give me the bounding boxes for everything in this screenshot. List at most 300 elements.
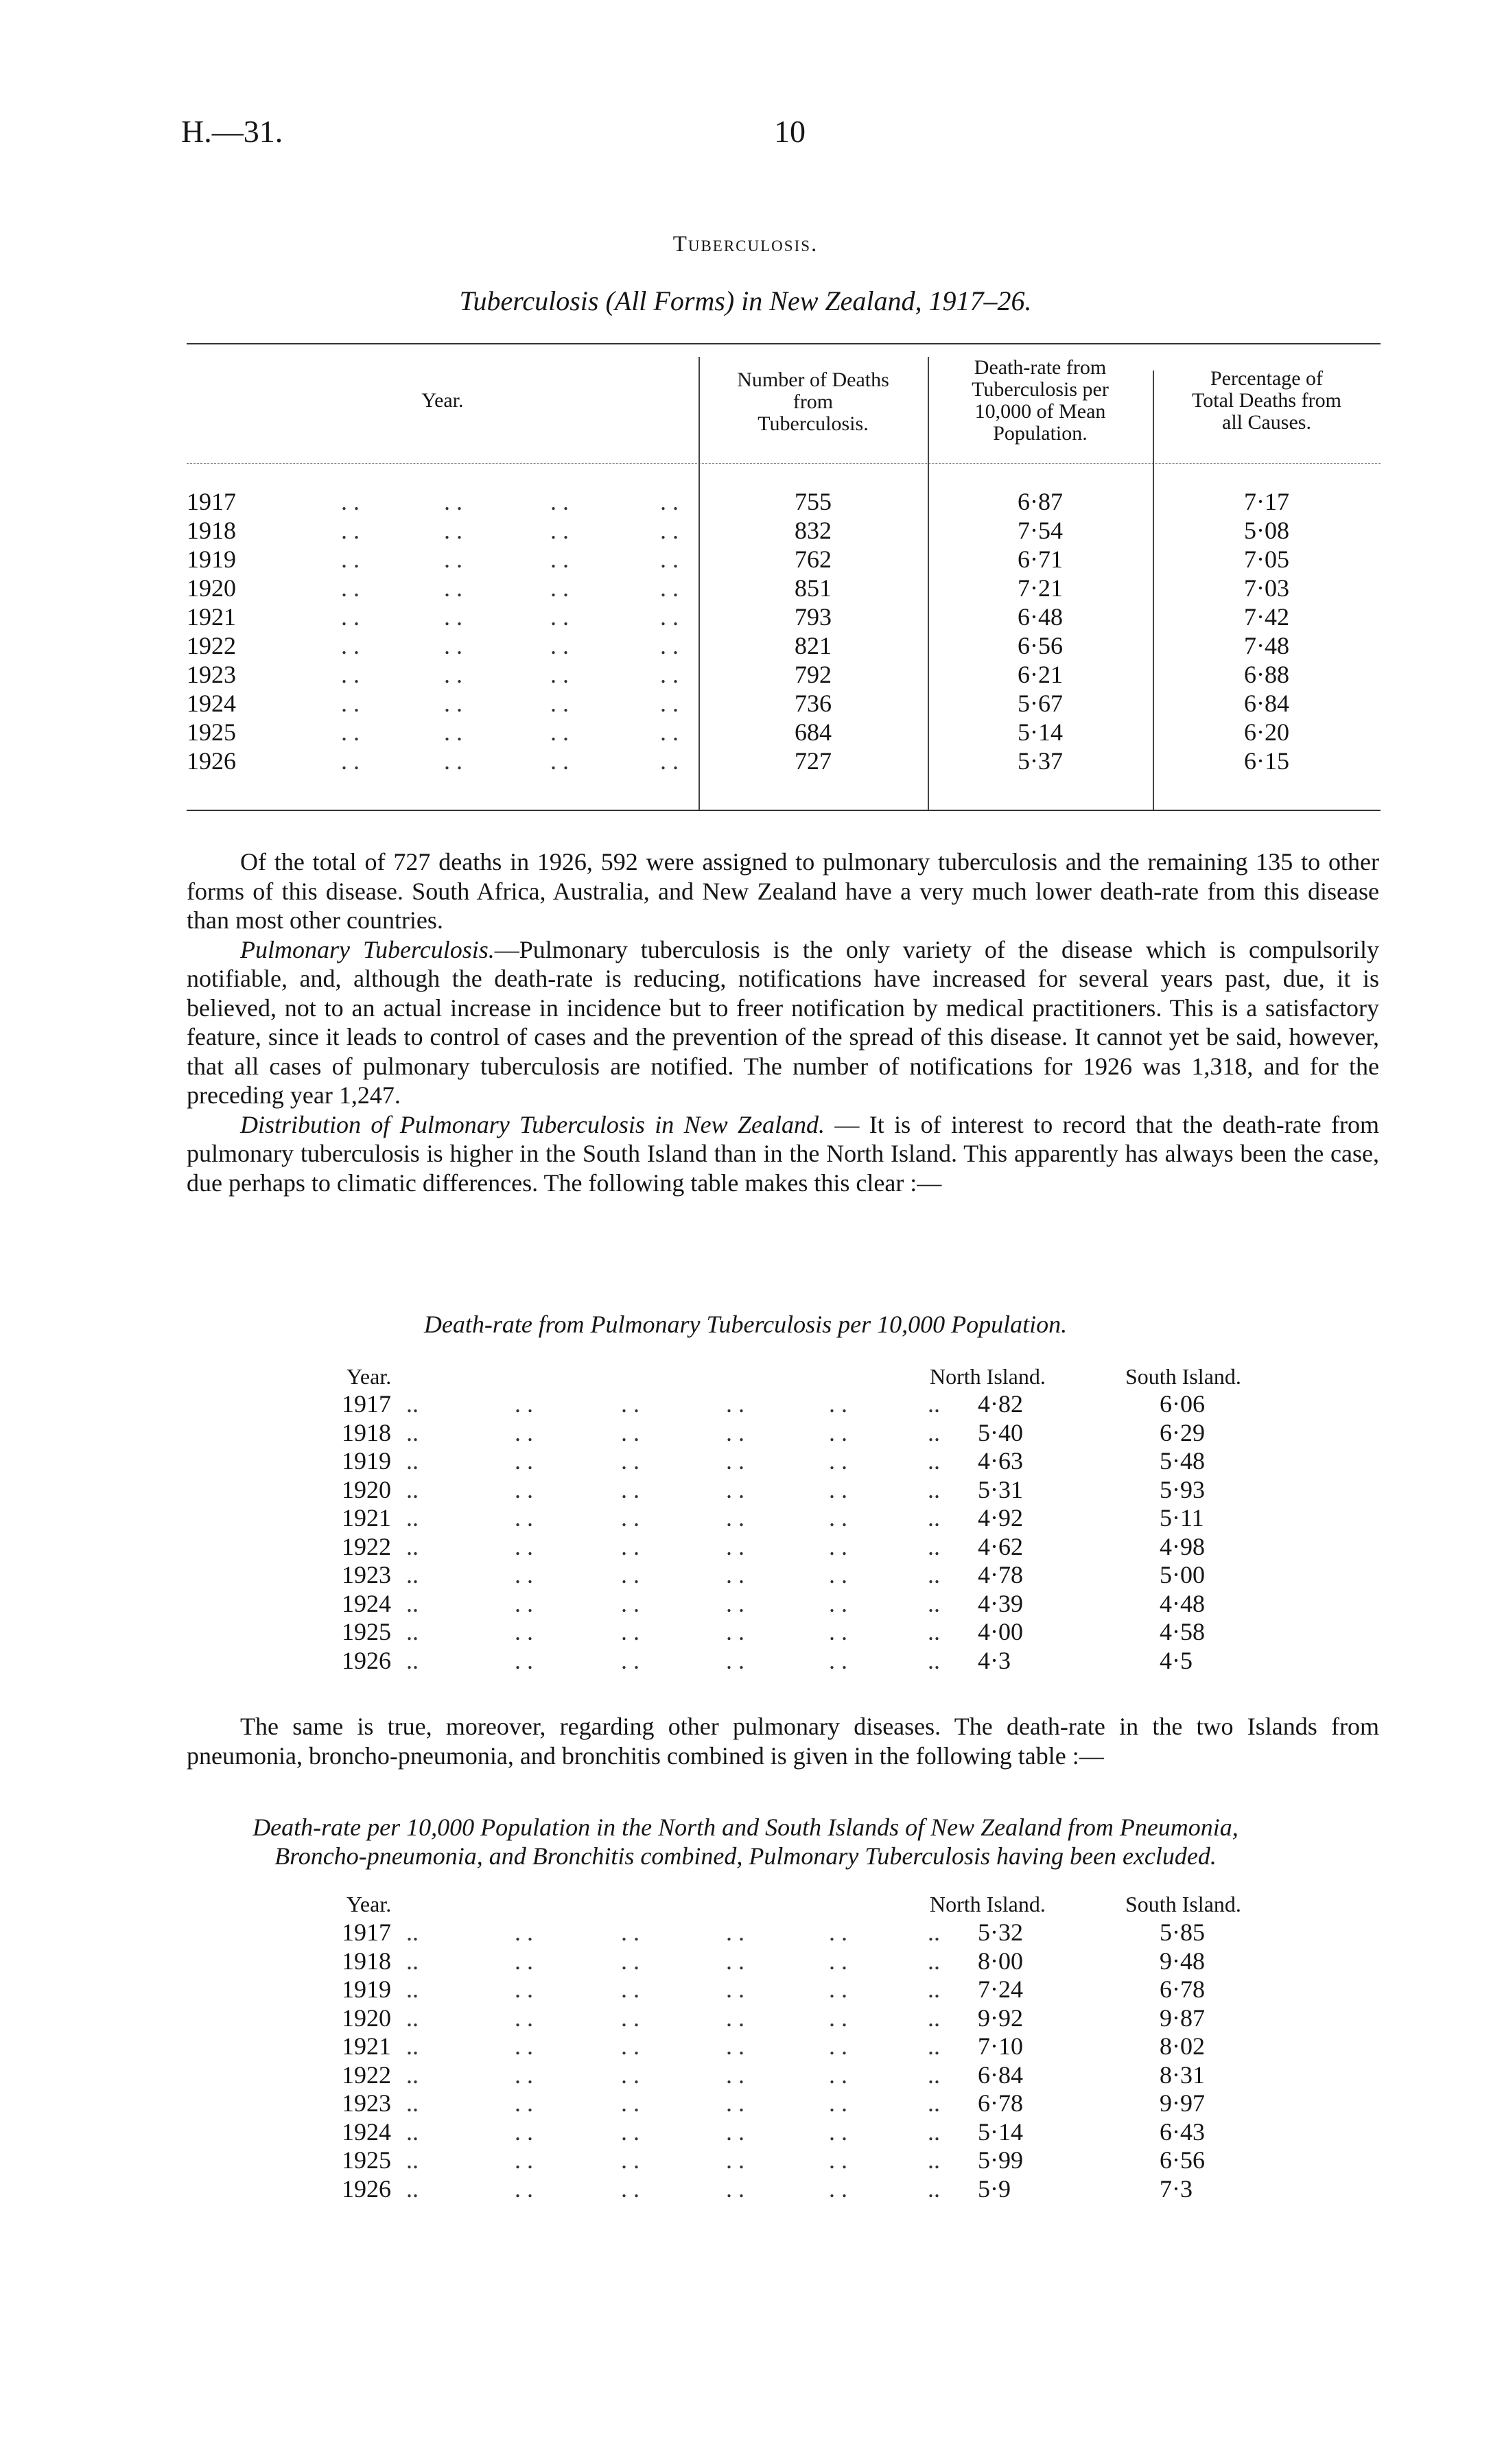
leader-dots: . . [829, 1589, 847, 1617]
paragraph-2-text: —Pulmonary tuberculosis is the only variety of the disease which is compulsorily notifiable, and, although the death-rate is reducing, notifications have increased for several years past, due, it is believed, not to an actual increase in incidence but to freer notification by medical practitioners. This is a satisfactory feature, since it leads to control of cases and the prevention of the spread of this disease. It cannot yet be said, however, that all cases of pulmonary tuberculosis are notified. The number of notifications for 1926 was 1,318, and for the preceding year 1,247. [187, 935, 1379, 1109]
header-deaths-line: Tuberculosis. [758, 412, 869, 435]
leader-dots: . . [829, 2004, 847, 2032]
leader-dots: . . [726, 1561, 744, 1588]
south-island-cell: 6·78 [1160, 1975, 1205, 2003]
leader-dots: . . [550, 747, 569, 775]
table3-title-line1: Death-rate per 10,000 Population in the North and South Islands of New Zealand from Pneumonia, [253, 1814, 1238, 1841]
south-island-cell: 5·48 [1160, 1447, 1205, 1475]
leader-dots: . . [829, 2117, 847, 2146]
leader-dots: . . [515, 2032, 533, 2060]
leader-dots: . . [829, 1561, 847, 1588]
leader-dots: . . [829, 1947, 847, 1975]
percent-cell: 6·15 [1244, 747, 1289, 775]
south-island-cell: 6·56 [1160, 2146, 1205, 2174]
leader-dots: . . [726, 1975, 744, 2003]
south-island-cell: 6·43 [1160, 2117, 1205, 2146]
leader-dots: . . [621, 1975, 639, 2003]
header-south-island: South Island. [1125, 1892, 1241, 1916]
paragraph-3-text: — It is of interest to record that the death-rate from pulmonary tuberculosis is higher in the South Island than in the North Island. This apparently has always been the case, due perhaps to climatic differences. The following table makes this clear :— [187, 1110, 1380, 1197]
percent-cell: 6·88 [1244, 661, 1289, 688]
header-north-island: North Island. [930, 1892, 1046, 1916]
header-percent-line: all Causes. [1222, 411, 1311, 434]
leader-dots: . . [726, 2061, 744, 2089]
leader-dots: . . [621, 1504, 639, 1532]
leader-dots: .. [928, 1919, 940, 1946]
north-island-cell: 5·40 [978, 1418, 1023, 1446]
north-island-cell: 4·39 [978, 1589, 1023, 1617]
leader-dots: . . [515, 2089, 533, 2117]
north-island-cell: 6·78 [978, 2089, 1023, 2117]
leader-dots: . . [829, 1646, 847, 1674]
header-rate-line: Tuberculosis per [972, 378, 1109, 401]
leader-dots: . . [660, 488, 679, 515]
leader-dots: . . [515, 2061, 533, 2089]
leader-dots: . . [829, 2089, 847, 2117]
deaths-cell: 851 [795, 574, 832, 602]
leader-dots: . . [829, 1418, 847, 1446]
year-cell: 1925 [342, 2146, 391, 2174]
leader-dots: . . [726, 2032, 744, 2060]
year-cell: 1923 [342, 1561, 391, 1588]
rate-cell: 6·71 [1018, 545, 1063, 573]
south-island-cell: 5·00 [1160, 1561, 1205, 1588]
leader-dots: . . [726, 1532, 744, 1560]
leader-dots: .. [406, 2061, 419, 2089]
leader-dots: .. [928, 1447, 940, 1475]
percent-cell: 5·08 [1244, 517, 1289, 544]
leader-dots: . . [621, 1589, 639, 1617]
leader-dots: .. [928, 1646, 940, 1674]
south-island-cell: 9·97 [1160, 2089, 1205, 2117]
leader-dots: . . [621, 1532, 639, 1560]
north-island-cell: 8·00 [978, 1947, 1023, 1975]
leader-dots: . . [829, 1447, 847, 1475]
leader-dots: .. [928, 1618, 940, 1645]
leader-dots: . . [515, 1504, 533, 1532]
leader-dots: . . [660, 517, 679, 544]
leader-dots: . . [515, 1975, 533, 2003]
leader-dots: .. [406, 1418, 419, 1446]
leader-dots: . . [515, 1646, 533, 1674]
leader-dots: . . [515, 1561, 533, 1588]
deaths-cell: 727 [795, 747, 832, 775]
rate-cell: 6·21 [1018, 661, 1063, 688]
leader-dots: .. [406, 1589, 419, 1617]
north-island-cell: 5·99 [978, 2146, 1023, 2174]
south-island-cell: 4·98 [1160, 1532, 1205, 1560]
north-island-cell: 4·92 [978, 1504, 1023, 1532]
leader-dots: . . [829, 1532, 847, 1560]
leader-dots: . . [829, 1504, 847, 1532]
south-island-cell: 5·85 [1160, 1919, 1205, 1946]
north-island-cell: 5·31 [978, 1475, 1023, 1503]
leader-dots: .. [928, 1947, 940, 1975]
south-island-cell: 4·58 [1160, 1618, 1205, 1645]
leader-dots: . . [726, 1418, 744, 1446]
north-island-cell: 4·78 [978, 1561, 1023, 1588]
leader-dots: . . [515, 1947, 533, 1975]
deaths-cell: 684 [795, 718, 832, 746]
leader-dots: . . [515, 2174, 533, 2203]
leader-dots: . . [621, 1646, 639, 1674]
header-rate-line: Death-rate from [974, 356, 1107, 379]
leader-dots: .. [406, 1390, 419, 1418]
south-island-cell: 6·06 [1160, 1390, 1205, 1418]
leader-dots: . . [726, 2146, 744, 2174]
leader-dots: .. [928, 2174, 940, 2203]
leader-dots: . . [660, 603, 679, 631]
leader-dots: .. [928, 1418, 940, 1446]
leader-dots: . . [444, 632, 462, 659]
leader-dots: .. [928, 1532, 940, 1560]
header-rate [928, 357, 1153, 445]
paragraph-4: The same is true, moreover, regarding other pulmonary diseases. The death-rate in the two Islands from pneumonia, broncho-pneumonia, and bronchitis combined is given in the following table :— [187, 1713, 1379, 1770]
year-cell: 1925 [342, 1618, 391, 1645]
leader-dots: .. [928, 1589, 940, 1617]
north-island-cell: 5·9 [978, 2174, 1011, 2203]
leader-dots: .. [406, 1447, 419, 1475]
paragraph-2 [187, 935, 1379, 1110]
north-island-cell: 6·84 [978, 2061, 1023, 2089]
leader-dots: . . [550, 545, 569, 573]
header-deaths [698, 369, 928, 435]
tuberculosis-table [187, 343, 1381, 817]
leader-dots: . . [550, 603, 569, 631]
leader-dots: .. [928, 2032, 940, 2060]
north-island-cell: 9·92 [978, 2004, 1023, 2032]
leader-dots: . . [621, 2117, 639, 2146]
leader-dots: . . [341, 488, 360, 515]
leader-dots: . . [550, 574, 569, 602]
table2-title: Death-rate from Pulmonary Tuberculosis per 10,000 Population. [423, 1311, 1068, 1338]
leader-dots: .. [928, 1975, 940, 2003]
south-island-cell: 7·3 [1160, 2174, 1193, 2203]
leader-dots: . . [829, 1919, 847, 1946]
leader-dots: .. [928, 1475, 940, 1503]
leader-dots: . . [660, 661, 679, 688]
header-percent [1153, 368, 1381, 434]
leader-dots: . . [550, 517, 569, 544]
leader-dots: . . [726, 1504, 744, 1532]
leader-dots: .. [406, 1618, 419, 1645]
leader-dots: . . [660, 718, 679, 746]
leader-dots: . . [515, 1475, 533, 1503]
leader-dots: . . [515, 2146, 533, 2174]
year-cell: 1921 [342, 1504, 391, 1532]
leader-dots: . . [550, 661, 569, 688]
section-title: Tuberculosis. [672, 232, 819, 257]
year-cell: 1920 [342, 2004, 391, 2032]
leader-dots: . . [515, 1618, 533, 1645]
year-cell: 1923 [187, 661, 236, 688]
header-year: Year. [347, 1892, 392, 1916]
header-deaths-line: from [793, 390, 834, 413]
percent-cell: 7·05 [1244, 545, 1289, 573]
north-island-cell: 7·10 [978, 2032, 1023, 2060]
leader-dots: .. [928, 2004, 940, 2032]
leader-dots: . . [621, 2089, 639, 2117]
rate-cell: 5·14 [1018, 718, 1063, 746]
year-cell: 1918 [187, 517, 236, 544]
leader-dots: . . [621, 1390, 639, 1418]
year-cell: 1917 [187, 488, 236, 515]
header-north-island: North Island. [930, 1364, 1046, 1389]
leader-dots: . . [621, 2174, 639, 2203]
north-island-cell: 5·32 [978, 1919, 1023, 1946]
leader-dots: .. [928, 2146, 940, 2174]
header-year: Year. [421, 389, 464, 412]
year-cell: 1917 [342, 1919, 391, 1946]
leader-dots: . . [515, 1589, 533, 1617]
leader-dots: . . [621, 2032, 639, 2060]
south-island-cell: 6·29 [1160, 1418, 1205, 1446]
year-cell: 1924 [342, 2117, 391, 2146]
leader-dots: .. [928, 2117, 940, 2146]
leader-dots: .. [406, 1504, 419, 1532]
north-island-cell: 4·3 [978, 1646, 1011, 1674]
north-island-cell: 4·62 [978, 1532, 1023, 1560]
header-rate-line: Population. [993, 422, 1088, 445]
leader-dots: .. [406, 1532, 419, 1560]
rate-cell: 7·54 [1018, 517, 1063, 544]
leader-dots: . . [515, 1418, 533, 1446]
leader-dots: .. [406, 2089, 419, 2117]
paragraph-1: Of the total of 727 deaths in 1926, 592 were assigned to pulmonary tuberculosis and the remaining 135 to other forms of this disease. South Africa, Australia, and New Zealand have a very much lower death-rate from this disease than most other countries. [187, 848, 1379, 934]
leader-dots: . . [341, 603, 360, 631]
year-cell: 1918 [342, 1947, 391, 1975]
leader-dots: . . [726, 1447, 744, 1475]
leader-dots: . . [444, 690, 462, 717]
leader-dots: . . [444, 718, 462, 746]
year-cell: 1923 [342, 2089, 391, 2117]
leader-dots: . . [621, 2146, 639, 2174]
leader-dots: . . [726, 2089, 744, 2117]
leader-dots: . . [726, 1618, 744, 1645]
leader-dots: . . [444, 488, 462, 515]
leader-dots: . . [550, 632, 569, 659]
rate-cell: 5·67 [1018, 690, 1063, 717]
deaths-cell: 792 [795, 661, 832, 688]
leader-dots: . . [621, 1447, 639, 1475]
north-island-cell: 7·24 [978, 1975, 1023, 2003]
year-cell: 1926 [342, 1646, 391, 1674]
leader-dots: .. [406, 1947, 419, 1975]
year-cell: 1924 [342, 1589, 391, 1617]
leader-dots: . . [444, 574, 462, 602]
leader-dots: .. [928, 1504, 940, 1532]
year-cell: 1918 [342, 1418, 391, 1446]
leader-dots: . . [444, 545, 462, 573]
table3-title-line2: Broncho-pneumonia, and Bronchitis combined, Pulmonary Tuberculosis having been excluded. [274, 1842, 1217, 1870]
leader-dots: . . [621, 1475, 639, 1503]
leader-dots: . . [621, 1618, 639, 1645]
percent-cell: 7·03 [1244, 574, 1289, 602]
south-island-cell: 4·5 [1160, 1646, 1193, 1674]
header-percent-line: Percentage of [1210, 367, 1324, 390]
south-island-cell: 8·31 [1160, 2061, 1205, 2089]
rate-cell: 5·37 [1018, 747, 1063, 775]
rate-cell: 6·48 [1018, 603, 1063, 631]
header-south-island: South Island. [1125, 1364, 1241, 1389]
leader-dots: . . [726, 2174, 744, 2203]
paragraph-3 [187, 1110, 1379, 1198]
leader-dots: .. [406, 1561, 419, 1588]
deaths-cell: 793 [795, 603, 832, 631]
leader-dots: . . [621, 2004, 639, 2032]
leader-dots: . . [829, 2032, 847, 2060]
year-cell: 1920 [342, 1475, 391, 1503]
header-rate-line: 10,000 of Mean [974, 400, 1106, 423]
leader-dots: . . [621, 1947, 639, 1975]
table1-title: Tuberculosis (All Forms) in New Zealand, 1917–26. [459, 285, 1032, 316]
document-reference: H.—31. [181, 114, 283, 149]
year-cell: 1921 [342, 2032, 391, 2060]
leader-dots: . . [515, 1532, 533, 1560]
year-cell: 1925 [187, 718, 236, 746]
leader-dots: . . [726, 1390, 744, 1418]
deaths-cell: 755 [795, 488, 832, 515]
leader-dots: . . [621, 2061, 639, 2089]
leader-dots: .. [406, 2146, 419, 2174]
leader-dots: .. [406, 1919, 419, 1946]
leader-dots: . . [341, 690, 360, 717]
leader-dots: . . [829, 2174, 847, 2203]
header-deaths-line: Number of Deaths [737, 368, 889, 391]
deaths-cell: 832 [795, 517, 832, 544]
north-island-cell: 4·63 [978, 1447, 1023, 1475]
rate-cell: 6·56 [1018, 632, 1063, 659]
south-island-cell: 5·11 [1160, 1504, 1204, 1532]
table-bottom-rule [187, 810, 1381, 811]
north-island-cell: 5·14 [978, 2117, 1023, 2146]
leader-dots: . . [660, 574, 679, 602]
percent-cell: 6·20 [1244, 718, 1289, 746]
leader-dots: . . [829, 1618, 847, 1645]
leader-dots: .. [406, 2032, 419, 2060]
leader-dots: .. [406, 1975, 419, 2003]
leader-dots: . . [444, 603, 462, 631]
paragraph-3-heading: Distribution of Pulmonary Tuberculosis in New Zealand. [240, 1110, 825, 1138]
year-cell: 1917 [342, 1390, 391, 1418]
percent-cell: 6·84 [1244, 690, 1289, 717]
leader-dots: . . [515, 1447, 533, 1475]
year-cell: 1919 [187, 545, 236, 573]
leader-dots: . . [550, 488, 569, 515]
leader-dots: . . [829, 1975, 847, 2003]
leader-dots: . . [341, 517, 360, 544]
year-cell: 1926 [342, 2174, 391, 2203]
year-cell: 1921 [187, 603, 236, 631]
leader-dots: . . [660, 632, 679, 659]
leader-dots: . . [660, 690, 679, 717]
leader-dots: .. [406, 2004, 419, 2032]
leader-dots: .. [928, 2089, 940, 2117]
leader-dots: .. [406, 1475, 419, 1503]
year-cell: 1922 [187, 632, 236, 659]
leader-dots: . . [726, 2117, 744, 2146]
leader-dots: . . [444, 517, 462, 544]
leader-dots: . . [829, 2146, 847, 2174]
page-number: 10 [774, 114, 806, 149]
percent-cell: 7·17 [1244, 488, 1289, 515]
year-cell: 1922 [342, 1532, 391, 1560]
year-cell: 1926 [187, 747, 236, 775]
percent-cell: 7·42 [1244, 603, 1289, 631]
leader-dots: .. [928, 1561, 940, 1588]
leader-dots: . . [726, 1646, 744, 1674]
percent-cell: 7·48 [1244, 632, 1289, 659]
leader-dots: . . [515, 2004, 533, 2032]
year-cell: 1924 [187, 690, 236, 717]
leader-dots: . . [444, 747, 462, 775]
rate-cell: 6·87 [1018, 488, 1063, 515]
leader-dots: . . [341, 747, 360, 775]
deaths-cell: 736 [795, 690, 832, 717]
header-percent-line: Total Deaths from [1192, 389, 1341, 412]
paragraph-2-heading: Pulmonary Tuberculosis. [240, 935, 495, 963]
leader-dots: .. [406, 2117, 419, 2146]
south-island-cell: 4·48 [1160, 1589, 1205, 1617]
leader-dots: . . [726, 1475, 744, 1503]
leader-dots: . . [726, 2004, 744, 2032]
rate-cell: 7·21 [1018, 574, 1063, 602]
leader-dots: .. [928, 1390, 940, 1418]
leader-dots: . . [621, 1919, 639, 1946]
leader-dots: . . [621, 1561, 639, 1588]
year-cell: 1919 [342, 1447, 391, 1475]
leader-dots: . . [341, 718, 360, 746]
header-year: Year. [347, 1364, 392, 1389]
year-cell: 1922 [342, 2061, 391, 2089]
leader-dots: . . [726, 1589, 744, 1617]
body-text [187, 847, 1379, 1197]
south-island-cell: 9·48 [1160, 1947, 1205, 1975]
year-cell: 1920 [187, 574, 236, 602]
header-rule [187, 463, 1381, 464]
leader-dots: . . [341, 545, 360, 573]
year-cell: 1919 [342, 1975, 391, 2003]
north-island-cell: 4·82 [978, 1390, 1023, 1418]
leader-dots: .. [928, 2061, 940, 2089]
south-island-cell: 9·87 [1160, 2004, 1205, 2032]
leader-dots: . . [660, 545, 679, 573]
leader-dots: . . [660, 747, 679, 775]
leader-dots: . . [829, 1475, 847, 1503]
leader-dots: . . [621, 1418, 639, 1446]
south-island-cell: 8·02 [1160, 2032, 1205, 2060]
leader-dots: . . [726, 1919, 744, 1946]
leader-dots: . . [341, 574, 360, 602]
leader-dots: . . [444, 661, 462, 688]
north-island-cell: 4·00 [978, 1618, 1023, 1645]
leader-dots: . . [829, 1390, 847, 1418]
leader-dots: . . [550, 718, 569, 746]
leader-dots: . . [515, 1919, 533, 1946]
leader-dots: . . [341, 661, 360, 688]
deaths-cell: 762 [795, 545, 832, 573]
leader-dots: . . [341, 632, 360, 659]
leader-dots: . . [515, 2117, 533, 2146]
south-island-cell: 5·93 [1160, 1475, 1205, 1503]
leader-dots: . . [829, 2061, 847, 2089]
leader-dots: .. [406, 2174, 419, 2203]
leader-dots: . . [515, 1390, 533, 1418]
leader-dots: . . [726, 1947, 744, 1975]
leader-dots: .. [406, 1646, 419, 1674]
table-top-rule [187, 343, 1381, 344]
leader-dots: . . [550, 690, 569, 717]
deaths-cell: 821 [795, 632, 832, 659]
